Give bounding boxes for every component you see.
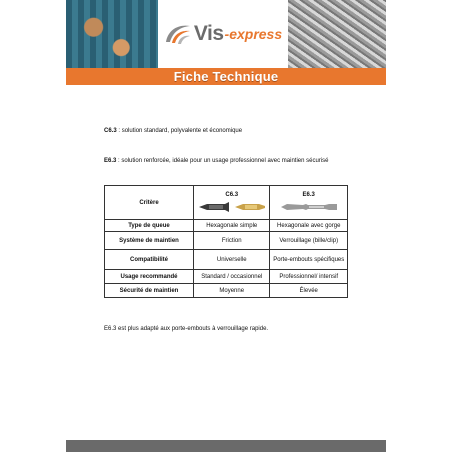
e63-value: Professionnel/ intensif bbox=[270, 270, 348, 284]
column-e63-label: E6.3 bbox=[302, 191, 315, 198]
brand-suffix: -express bbox=[224, 26, 283, 42]
table-header-row bbox=[105, 186, 348, 220]
document-page bbox=[66, 0, 386, 452]
header-banner bbox=[66, 0, 386, 68]
c63-value: Standard / occasionnel bbox=[194, 270, 270, 284]
e63-value: Porte-embouts spécifiques bbox=[270, 250, 348, 270]
brand-logo bbox=[158, 0, 288, 68]
criteria-header: Critère bbox=[105, 186, 194, 220]
screws-photo bbox=[288, 0, 386, 68]
c63-bit-icon bbox=[197, 200, 267, 214]
c63-value: Hexagonale simple bbox=[194, 220, 270, 232]
c63-value: Friction bbox=[194, 232, 270, 250]
e63-bit-icon bbox=[279, 200, 339, 214]
e63-value: Hexagonale avec gorge bbox=[270, 220, 348, 232]
table-row bbox=[105, 270, 348, 284]
brand-name: Vis bbox=[193, 22, 224, 45]
page-title: Fiche Technique bbox=[173, 69, 279, 84]
column-c63-label: C6.3 bbox=[225, 191, 239, 198]
c63-text: : solution standard, polyvalente et économique bbox=[116, 128, 243, 134]
e63-text: : solution renforcée, idéale pour un usage professionnel avec maintien sécurisé bbox=[116, 158, 329, 164]
table-row bbox=[105, 284, 348, 298]
logo-swoosh-icon bbox=[164, 22, 192, 46]
table-row bbox=[105, 250, 348, 270]
footer-bar bbox=[66, 440, 386, 452]
comparison-table bbox=[104, 185, 348, 298]
e63-value: Élevée bbox=[270, 284, 348, 298]
c63-value: Moyenne bbox=[194, 284, 270, 298]
e63-description bbox=[104, 158, 328, 164]
table-row bbox=[105, 232, 348, 250]
row-label: Usage recommandé bbox=[105, 270, 194, 284]
row-label: Sécurité de maintien bbox=[105, 284, 194, 298]
tools-photo bbox=[66, 0, 158, 68]
table-row bbox=[105, 220, 348, 232]
conclusion-text: E6.3 est plus adapté aux porte-embouts à verrouillage rapide. bbox=[104, 326, 269, 332]
row-label: Compatibilité bbox=[105, 250, 194, 270]
e63-code: E6.3 bbox=[104, 158, 117, 164]
row-label: Système de maintien bbox=[105, 232, 194, 250]
row-label: Type de queue bbox=[105, 220, 194, 232]
e63-value: Verrouillage (bille/clip) bbox=[270, 232, 348, 250]
c63-code: C6.3 bbox=[104, 128, 117, 134]
column-c63 bbox=[194, 186, 270, 220]
column-e63 bbox=[270, 186, 348, 220]
c63-description bbox=[104, 128, 242, 134]
title-band bbox=[66, 68, 386, 85]
c63-value: Universelle bbox=[194, 250, 270, 270]
